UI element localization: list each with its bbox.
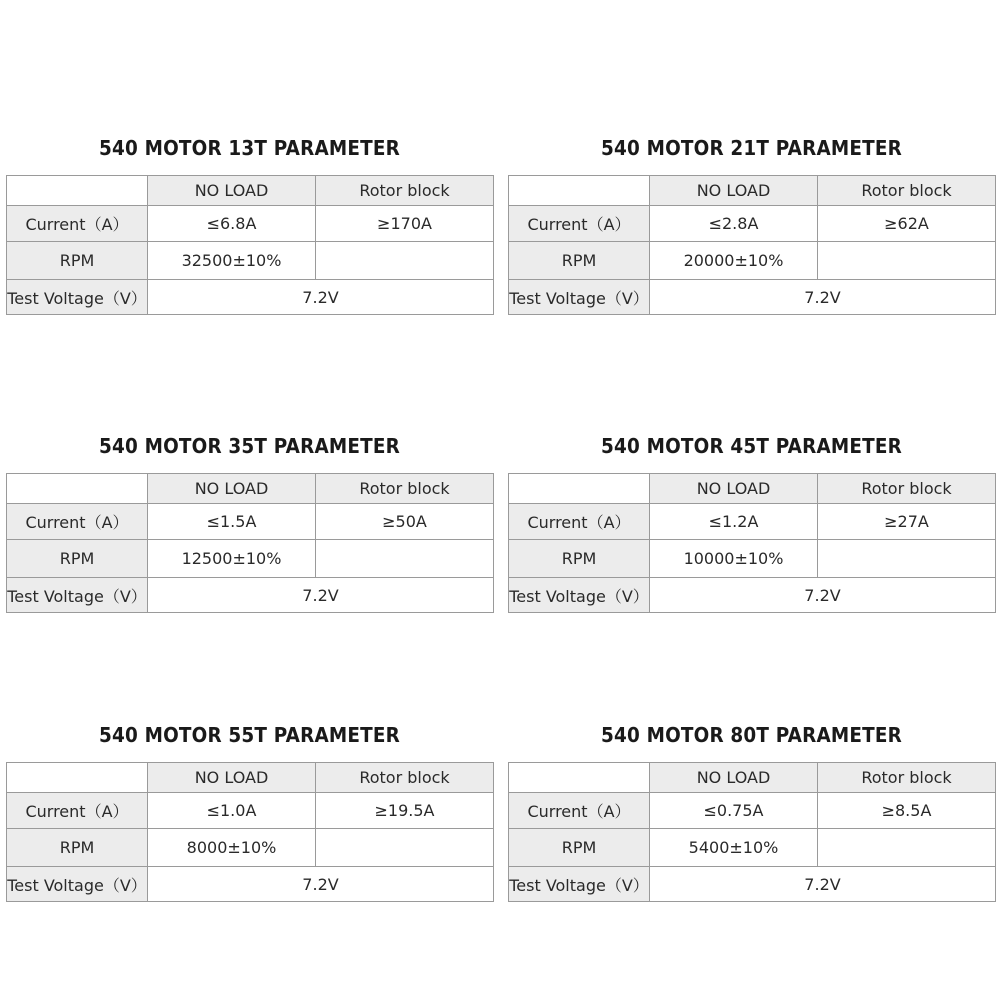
- parameter-table: [508, 473, 996, 613]
- corner-cell: [509, 474, 650, 504]
- rpm-empty-cell: [316, 540, 494, 578]
- motor-35t-block: [6, 431, 493, 606]
- rpm-empty-cell: [818, 829, 996, 867]
- block-title: 540 MOTOR 45T PARAMETER: [601, 434, 902, 458]
- current-label: Current（A）: [509, 206, 650, 242]
- voltage-label: Test Voltage（V）: [7, 578, 148, 613]
- rpm-row: [509, 242, 996, 280]
- corner-cell: [509, 763, 650, 793]
- header-row: [509, 763, 996, 793]
- rotor-block-header: Rotor block: [818, 176, 996, 206]
- rotor-block-header: Rotor block: [316, 176, 494, 206]
- block-title: 540 MOTOR 80T PARAMETER: [601, 723, 902, 747]
- voltage-value: 7.2V: [650, 280, 996, 315]
- block-title: 540 MOTOR 35T PARAMETER: [99, 434, 400, 458]
- current-label: Current（A）: [7, 793, 148, 829]
- no-load-header: NO LOAD: [148, 763, 316, 793]
- parameter-table: [508, 762, 996, 902]
- current-label: Current（A）: [509, 793, 650, 829]
- header-row: [7, 474, 494, 504]
- rpm-row: [7, 540, 494, 578]
- motor-55t-block: [6, 720, 493, 895]
- rotor-block-header: Rotor block: [818, 474, 996, 504]
- voltage-row: [7, 578, 494, 613]
- voltage-row: [7, 280, 494, 315]
- voltage-label: Test Voltage（V）: [509, 578, 650, 613]
- block-title: 540 MOTOR 55T PARAMETER: [99, 723, 400, 747]
- current-label: Current（A）: [509, 504, 650, 540]
- block-title: 540 MOTOR 21T PARAMETER: [601, 136, 902, 160]
- current-label: Current（A）: [7, 504, 148, 540]
- no-load-header: NO LOAD: [148, 474, 316, 504]
- current-row: [7, 504, 494, 540]
- current-rotor-block-value: ≥8.5A: [818, 793, 996, 829]
- motor-80t-block: [508, 720, 995, 895]
- rpm-row: [509, 829, 996, 867]
- rpm-value: 10000±10%: [650, 540, 818, 578]
- current-rotor-block-value: ≥27A: [818, 504, 996, 540]
- voltage-row: [509, 578, 996, 613]
- parameter-table: [6, 762, 494, 902]
- header-row: [509, 474, 996, 504]
- rpm-label: RPM: [509, 242, 650, 280]
- motor-45t-block: [508, 431, 995, 606]
- current-rotor-block-value: ≥170A: [316, 206, 494, 242]
- voltage-label: Test Voltage（V）: [7, 280, 148, 315]
- rpm-label: RPM: [7, 829, 148, 867]
- current-no-load-value: ≤1.0A: [148, 793, 316, 829]
- rpm-row: [509, 540, 996, 578]
- parameter-table: [6, 473, 494, 613]
- rpm-value: 20000±10%: [650, 242, 818, 280]
- rpm-empty-cell: [316, 829, 494, 867]
- voltage-label: Test Voltage（V）: [509, 280, 650, 315]
- voltage-value: 7.2V: [148, 578, 494, 613]
- header-row: [7, 763, 494, 793]
- voltage-label: Test Voltage（V）: [509, 867, 650, 902]
- rpm-label: RPM: [509, 540, 650, 578]
- corner-cell: [7, 176, 148, 206]
- rpm-label: RPM: [7, 242, 148, 280]
- voltage-row: [7, 867, 494, 902]
- current-row: [509, 206, 996, 242]
- corner-cell: [7, 474, 148, 504]
- no-load-header: NO LOAD: [148, 176, 316, 206]
- no-load-header: NO LOAD: [650, 176, 818, 206]
- parameter-table: [6, 175, 494, 315]
- rotor-block-header: Rotor block: [316, 474, 494, 504]
- corner-cell: [509, 176, 650, 206]
- current-row: [7, 206, 494, 242]
- rpm-empty-cell: [316, 242, 494, 280]
- rpm-value: 8000±10%: [148, 829, 316, 867]
- parameter-table: [508, 175, 996, 315]
- current-rotor-block-value: ≥19.5A: [316, 793, 494, 829]
- voltage-row: [509, 867, 996, 902]
- current-no-load-value: ≤1.5A: [148, 504, 316, 540]
- current-rotor-block-value: ≥50A: [316, 504, 494, 540]
- no-load-header: NO LOAD: [650, 763, 818, 793]
- current-no-load-value: ≤6.8A: [148, 206, 316, 242]
- rpm-empty-cell: [818, 242, 996, 280]
- rpm-row: [7, 829, 494, 867]
- motor-13t-block: [6, 133, 493, 308]
- voltage-value: 7.2V: [148, 867, 494, 902]
- rpm-row: [7, 242, 494, 280]
- block-title: 540 MOTOR 13T PARAMETER: [99, 136, 400, 160]
- voltage-row: [509, 280, 996, 315]
- rpm-empty-cell: [818, 540, 996, 578]
- current-label: Current（A）: [7, 206, 148, 242]
- rpm-value: 12500±10%: [148, 540, 316, 578]
- header-row: [509, 176, 996, 206]
- no-load-header: NO LOAD: [650, 474, 818, 504]
- motor-21t-block: [508, 133, 995, 308]
- current-row: [509, 793, 996, 829]
- rpm-label: RPM: [509, 829, 650, 867]
- corner-cell: [7, 763, 148, 793]
- rpm-value: 5400±10%: [650, 829, 818, 867]
- voltage-label: Test Voltage（V）: [7, 867, 148, 902]
- current-no-load-value: ≤0.75A: [650, 793, 818, 829]
- voltage-value: 7.2V: [148, 280, 494, 315]
- header-row: [7, 176, 494, 206]
- voltage-value: 7.2V: [650, 578, 996, 613]
- current-row: [509, 504, 996, 540]
- rotor-block-header: Rotor block: [818, 763, 996, 793]
- current-rotor-block-value: ≥62A: [818, 206, 996, 242]
- voltage-value: 7.2V: [650, 867, 996, 902]
- rotor-block-header: Rotor block: [316, 763, 494, 793]
- current-no-load-value: ≤1.2A: [650, 504, 818, 540]
- rpm-label: RPM: [7, 540, 148, 578]
- rpm-value: 32500±10%: [148, 242, 316, 280]
- current-no-load-value: ≤2.8A: [650, 206, 818, 242]
- current-row: [7, 793, 494, 829]
